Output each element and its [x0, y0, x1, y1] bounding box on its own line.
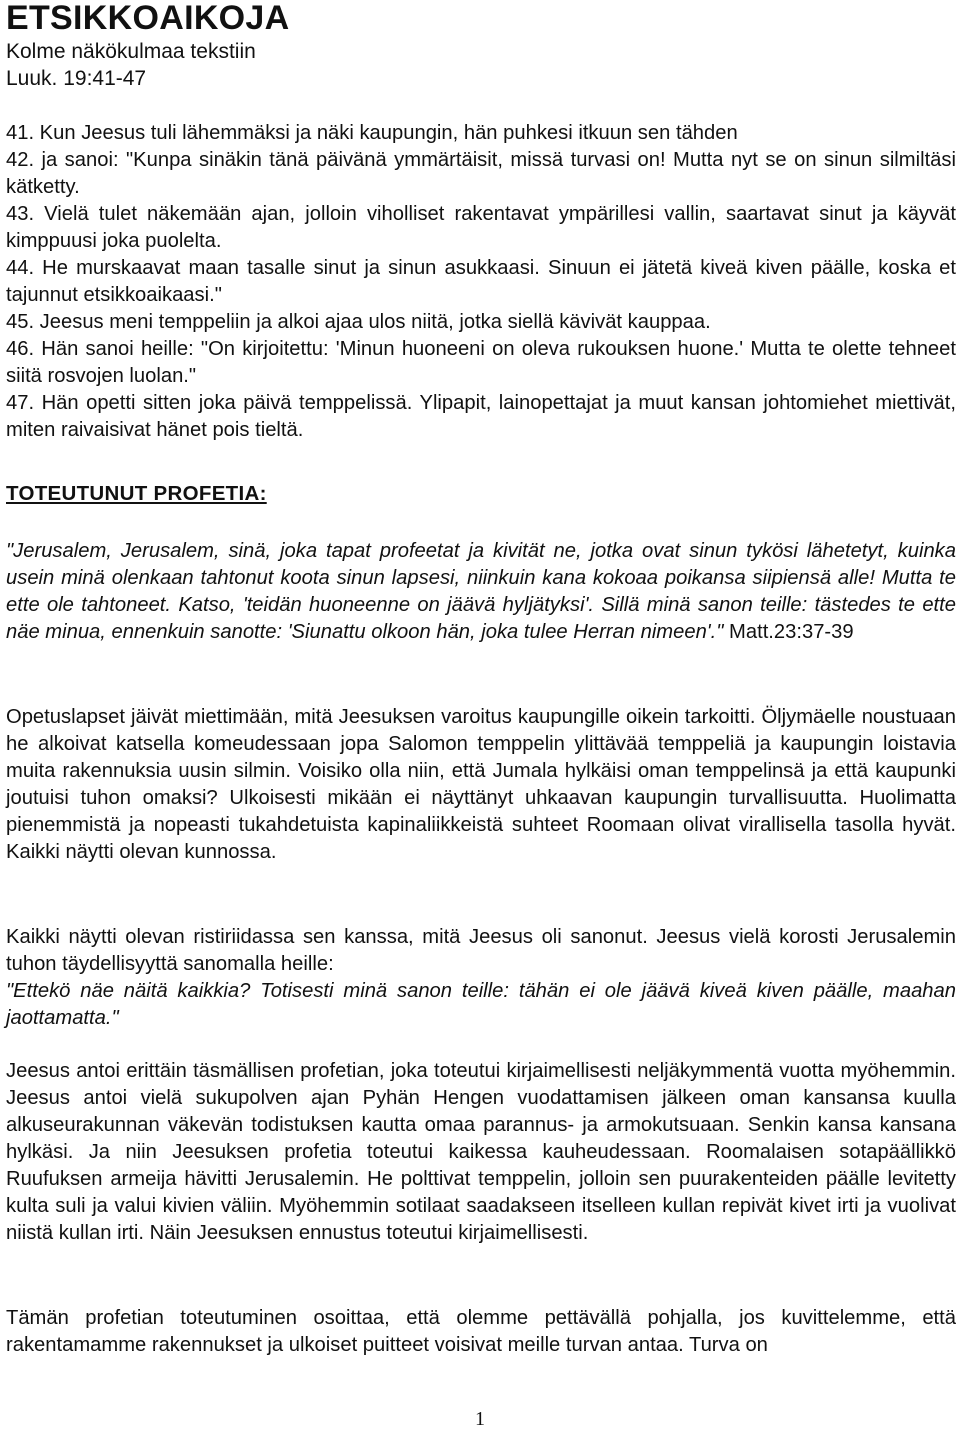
verse-42: 42. ja sanoi: "Kunpa sinäkin tänä päivänä ymmärtäisit, missä turvasi on! Mutta nyt se on sinun silmiltäsi kätketty. [6, 149, 956, 198]
prophecy-quote [6, 538, 956, 646]
verse-46: 46. Hän sanoi heille: "On kirjoitettu: 'Minun huoneeni on oleva rukouksen huone.' Mutta te olette tehneet siitä rosvojen luolan." [6, 338, 956, 387]
quote-text: "Jerusalem, Jerusalem, sinä, joka tapat profeetat ja kivität ne, jotka ovat sinun tykösi lähetetyt, kuinka usein minä olenkaan tahtonut koota sinun lapsesi, niinkuin kana kokoaa poikansa siipiensä alle! Mutta te ette ole tahtoneet. Katso, 'teidän huoneenne on jäävä hyljätyksi'. Sillä minä sanon teille: tästedes te ette näe minua, ennenkuin sanotte: 'Siunattu olkoon hän, joka tulee Herran nimeen'." [6, 540, 956, 643]
document-subtitle: Kolme näkökulmaa tekstiin [6, 40, 256, 63]
paragraph-4 [6, 1305, 956, 1359]
paragraph-2 [6, 924, 956, 1032]
verse-43: 43. Vielä tulet näkemään ajan, jolloin viholliset rakentavat ympärillesi vallin, saartavat sinut ja käyvät kimppuusi joka puolelta. [6, 203, 956, 252]
paragraph-3 [6, 1058, 956, 1247]
verse-44: 44. He murskaavat maan tasalle sinut ja sinun asukkaasi. Sinuun ei jätetä kiveä kiven päälle, koska et tajunnut etsikkoaikaasi." [6, 257, 956, 306]
document-title: ETSIKKOAIKOJA [6, 0, 290, 37]
inline-quote: "Ettekö näe näitä kaikkia? Totisesti minä sanon teille: tähän ei ole jäävä kiveä kiven päälle, maahan jaottamatta." [6, 980, 956, 1029]
paragraph-1-text: Opetuslapset jäivät miettimään, mitä Jeesuksen varoitus kaupungille oikein tarkoitti. Öljymäelle noustuaan he alkoivat katsella komeudessaan jopa Salomon temppelin ylittävää temppeliä ja kaupungin loistavia muita rakennuksia uusin silmin. Voisiko olla niin, että Jumala hylkäisi oman temppelinsä ja että kaupunki joutuisi tuhon omaksi? Ulkoisesti mikään ei näyttänyt uhkaavan kaupungin turvallisuutta. Huolimatta pienemmistä ja nopeasti tukahdetuista kapinaliikkeistä suhteet Roomaan olivat virallisella tasolla hyvät. Kaikki näytti olevan kunnossa. [6, 706, 956, 863]
section-heading: TOTEUTUNUT PROFETIA: [6, 482, 267, 505]
paragraph-3-text: Jeesus antoi erittäin täsmällisen profetian, joka toteutui kirjaimellisesti neljäkymmentä vuotta myöhemmin. Jeesus antoi vielä sukupolven ajan Pyhän Hengen vuodattamisen jälkeen oman kansansa kuulla alkuseurakunnan väkevän todistuksen kautta omaa parannus- ja armokutsuaan. Senkin kansa kansana hylkäsi. Ja niin Jeesuksen profetia toteutui kaikessa kauheudessaan. Roomalaisen sotapäällikkö Ruufuksen armeija hävitti Jerusalemin. He polttivat temppelin, jolloin sen puurakenteiden päälle levitetty kulta suli ja valui kivien väliin. Myöhemmin sotilaat saadakseen itselleen kullan repivät kivet irti ja vuolivat niistä kullan irti. Näin Jeesuksen ennustus toteutui kirjaimellisesti. [6, 1060, 956, 1244]
paragraph-2-text: Kaikki näytti olevan ristiriidassa sen kanssa, mitä Jeesus oli sanonut. Jeesus vielä korosti Jerusalemin tuhon täydellisyyttä sanomalla heille: [6, 926, 956, 975]
verse-list [6, 120, 956, 444]
verse-45: 45. Jeesus meni temppeliin ja alkoi ajaa ulos niitä, jotka siellä kävivät kauppaa. [6, 311, 711, 333]
paragraph-4-text: Tämän profetian toteutuminen osoittaa, että olemme pettävällä pohjalla, jos kuvittelemme, että rakentamamme rakennukset ja ulkoiset puitteet voisivat meille turvan antaa. Turva on [6, 1307, 956, 1356]
verse-47: 47. Hän opetti sitten joka päivä temppelissä. Ylipapit, lainopettajat ja muut kansan johtomiehet miettivät, miten raivaisivat hänet pois tieltä. [6, 392, 956, 441]
page-number: 1 [475, 1408, 485, 1430]
verse-41: 41. Kun Jeesus tuli lähemmäksi ja näki kaupungin, hän puhkesi itkuun sen tähden [6, 122, 738, 144]
paragraph-1 [6, 704, 956, 866]
scripture-reference: Luuk. 19:41-47 [6, 67, 147, 90]
quote-reference: Matt.23:37-39 [729, 621, 854, 643]
